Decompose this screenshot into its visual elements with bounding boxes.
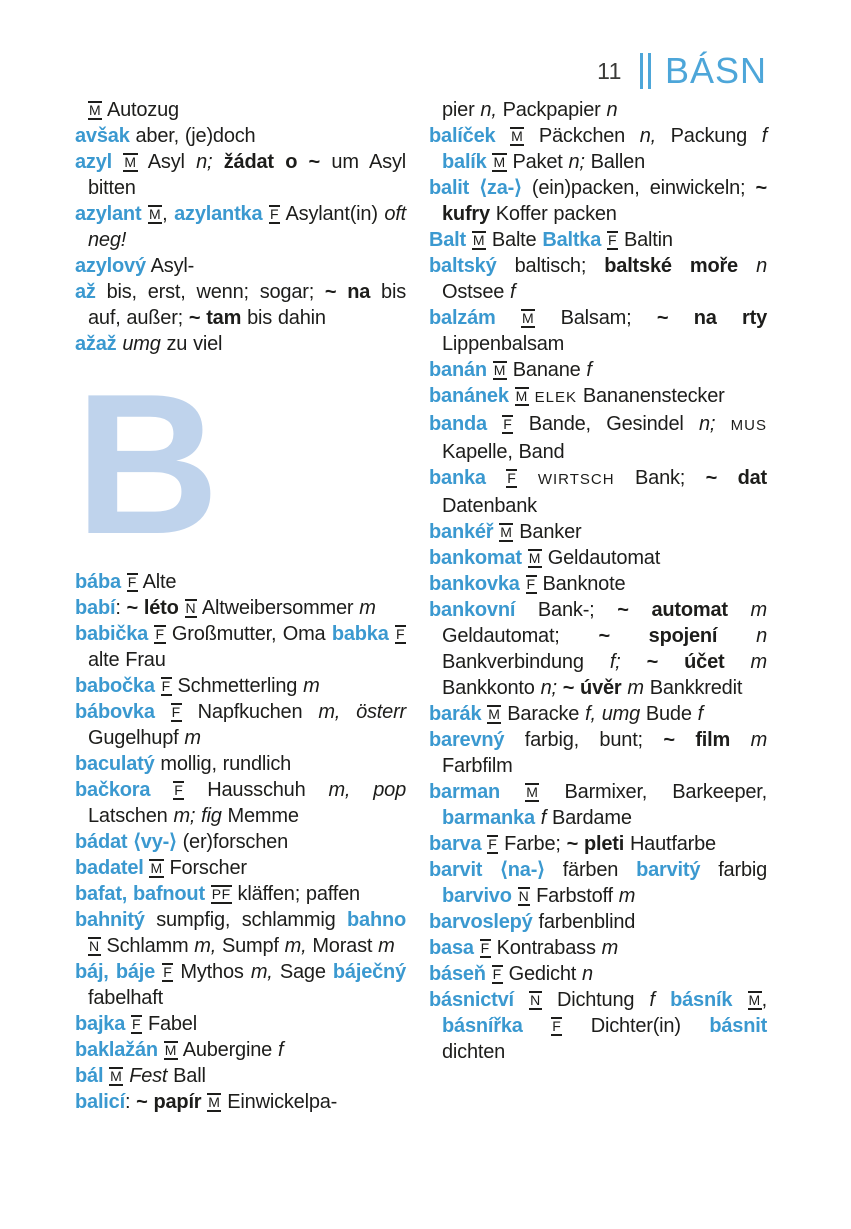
gender-label: F (395, 626, 406, 642)
headword: bankomat (429, 547, 522, 569)
translation-text: Sage (279, 961, 326, 983)
gender-label: M (89, 102, 102, 118)
headword: barmanka (442, 807, 535, 829)
usage-label: fig (201, 805, 222, 827)
headword: barvivo (442, 885, 512, 907)
usage-label: m (359, 597, 376, 619)
translation-text: , (162, 203, 168, 225)
translation-text: Schmetterling (177, 675, 298, 697)
gender-label: F (155, 626, 165, 642)
gender-label: M (500, 524, 513, 540)
translation-text: Päckchen (538, 125, 626, 147)
dictionary-entry (75, 253, 406, 279)
headword: barvit (429, 859, 483, 881)
usage-label: österr (356, 701, 407, 723)
dictionary-entry (429, 961, 767, 987)
headword: bahnitý (75, 909, 145, 931)
gender-label: F (171, 704, 181, 720)
translation-text: Kapelle, Band (442, 441, 565, 463)
gender-label: F (161, 678, 171, 694)
collocation: ~ dat (705, 467, 767, 489)
dictionary-entry (429, 253, 767, 305)
dictionary-entry (429, 779, 767, 831)
translation-text: Geldautomat; (442, 625, 560, 647)
translation-text: Bananenstecker (582, 385, 725, 407)
headword: babí (75, 597, 116, 619)
translation-text: Bank-; (537, 599, 595, 621)
usage-label: m (303, 675, 320, 697)
usage-label: n, (480, 99, 497, 121)
translation-text: bis dahin (247, 307, 326, 329)
headword: basa (429, 937, 474, 959)
translation-text: Banknote (542, 573, 626, 595)
dictionary-entry (75, 751, 406, 777)
gender-label: M (522, 310, 535, 326)
entry-continuation (75, 97, 406, 123)
translation-text: Bankverbindung (442, 651, 584, 673)
translation-text: (ein)packen, einwickeln; (531, 177, 746, 199)
gender-label: F (174, 782, 184, 798)
translation-text: Dichter(in) (590, 1015, 681, 1037)
translation-text: Balte (491, 229, 537, 251)
translation-text: bis, erst, wenn; sogar; (106, 281, 315, 303)
gender-label: F (127, 574, 137, 590)
headword: barevný (429, 729, 505, 751)
dictionary-entry (75, 123, 406, 149)
dictionary-entry (75, 673, 406, 699)
usage-label: n (756, 625, 767, 647)
usage-label: pop (373, 779, 406, 801)
domain-label: ELEK (534, 389, 577, 406)
gender-label: F (507, 470, 517, 486)
dictionary-entry (429, 727, 767, 779)
usage-label: m, (194, 935, 217, 957)
dictionary-entry (429, 227, 767, 253)
usage-label: f, (585, 703, 596, 725)
translation-text: Alte (142, 571, 177, 593)
translation-text: : (124, 1091, 131, 1113)
usage-label: m, (284, 935, 307, 957)
translation-text: Gedicht (508, 963, 577, 985)
headword: bahno (347, 909, 407, 931)
usage-label: m (618, 885, 636, 907)
collocation: baltské moře (604, 255, 738, 277)
translation-text: , (761, 989, 768, 1011)
dictionary-entry (75, 201, 406, 253)
translation-text: Gugelhupf (88, 727, 179, 749)
dictionary-entry (429, 465, 767, 519)
usage-label: m (378, 935, 395, 957)
gender-label: M (149, 206, 162, 222)
translation-text: Latschen (88, 805, 168, 827)
usage-label: m (750, 729, 768, 751)
collocation: ~ léto (126, 597, 179, 619)
usage-label: n (606, 99, 618, 121)
collocation: ~ na rty (656, 307, 768, 329)
translation-text: Sumpf (221, 935, 279, 957)
headword: balzám (429, 307, 496, 329)
gender-label: N (185, 600, 197, 616)
translation-text: sumpfig, schlammig (156, 909, 336, 931)
headword: bačkora (75, 779, 151, 801)
headword: babočka (75, 675, 155, 697)
usage-label: f (540, 807, 547, 829)
gender-label: M (110, 1068, 123, 1084)
translation-text: Baracke (507, 703, 580, 725)
dictionary-entry (429, 597, 767, 701)
headword: básnířka (442, 1015, 523, 1037)
collocation: ~ film (663, 729, 731, 751)
page-number: 11 (597, 57, 622, 84)
headword: banán (429, 359, 487, 381)
double-bar-icon (640, 53, 651, 89)
usage-label: f; (609, 651, 621, 673)
collocation: ~ papír (136, 1091, 202, 1113)
translation-text: Barmixer, Barkeeper, (564, 781, 768, 803)
translation-text: Bank; (635, 467, 686, 489)
headword: až (75, 281, 96, 303)
headword: baculatý (75, 753, 155, 775)
headword: baltský (429, 255, 497, 277)
headword: avšak (75, 125, 130, 147)
gender-label: M (124, 154, 137, 170)
translation-text: Hausschuh (207, 779, 306, 801)
usage-label: f (510, 281, 516, 303)
translation-text: dichten (442, 1041, 506, 1063)
headword: barva (429, 833, 482, 855)
headword: barvitý (636, 859, 701, 881)
translation-text: kläffen; paffen (237, 883, 360, 905)
dictionary-entry (75, 1037, 406, 1063)
translation-text: Altweibersommer (201, 597, 354, 619)
headword: báj, (75, 961, 109, 983)
usage-label: m (750, 651, 767, 673)
gender-label: M (515, 388, 528, 404)
dictionary-entry (429, 571, 767, 597)
translation-text: Ballen (590, 151, 646, 173)
headword: azylant (75, 203, 142, 225)
dictionary-entry (75, 881, 406, 907)
translation-text: farbenblind (538, 911, 636, 933)
gender-label: M (528, 550, 541, 566)
collocation: ~ spojení (598, 625, 718, 647)
translation-text: Lippenbalsam (442, 333, 565, 355)
collocation: ~ účet (646, 651, 725, 673)
translation-text: Fabel (147, 1013, 197, 1035)
column-left (75, 97, 406, 1115)
translation-text: Forscher (169, 857, 247, 879)
headword: ⟨na-⟩ (500, 859, 545, 881)
dictionary-entry (75, 149, 406, 201)
translation-text: Großmutter, Oma (171, 623, 326, 645)
page-header (597, 50, 767, 92)
headword: ⟨za-⟩ (479, 177, 522, 199)
gender-label: M (511, 128, 524, 144)
translation-text: Packung (670, 125, 748, 147)
translation-text: fabelhaft (88, 987, 163, 1009)
translation-text: Paket (512, 151, 563, 173)
headword: balicí (75, 1091, 125, 1113)
gender-label: F (269, 206, 280, 222)
translation-text: Einwickelpa- (227, 1091, 338, 1113)
translation-text: färben (562, 859, 619, 881)
translation-text: Asyl- (150, 255, 195, 277)
usage-label: n; (568, 151, 585, 173)
translation-text: Bankkonto (442, 677, 535, 699)
usage-label: f (761, 125, 768, 147)
headword: bádat (75, 831, 128, 853)
usage-label: m; (173, 805, 196, 827)
dictionary-entry (429, 519, 767, 545)
gender-label: N (530, 992, 541, 1008)
domain-label: WIRTSCH (537, 471, 615, 488)
gender-label: F (608, 232, 618, 248)
gender-label: N (518, 888, 530, 904)
headword: babka (331, 623, 389, 645)
domain-label: MUS (730, 417, 767, 434)
headword: balit (429, 177, 470, 199)
usage-label: n; (540, 677, 557, 699)
dictionary-entry (75, 907, 406, 959)
headword: bál (75, 1065, 104, 1087)
gender-label: M (488, 706, 501, 722)
collocation: ~ kufry (442, 177, 768, 225)
dictionary-entry (429, 701, 767, 727)
dictionary-entry (429, 909, 767, 935)
headword: barman (429, 781, 501, 803)
headword: banka (429, 467, 486, 489)
translation-text: Balsam; (560, 307, 632, 329)
headword: balíček (429, 125, 496, 147)
translation-text: Datenbank (442, 495, 537, 517)
dictionary-entry (429, 831, 767, 857)
translation-text: (er)forschen (182, 831, 288, 853)
translation-text: Farbe; (504, 833, 561, 855)
gender-label: M (150, 860, 163, 876)
gender-label: M (526, 784, 539, 800)
headword: básnictví (429, 989, 514, 1011)
translation-text: alte Frau (88, 649, 166, 671)
gender-label: F (480, 940, 490, 956)
translation-text: Koffer packen (495, 203, 617, 225)
usage-label: f (277, 1039, 284, 1061)
dictionary-entry (75, 699, 406, 751)
dictionary-entry (75, 279, 406, 331)
translation-text: Napfkuchen (197, 701, 303, 723)
headword: básnit (709, 1015, 768, 1037)
headword: ⟨vy-⟩ (133, 831, 177, 853)
headword: bankovní (429, 599, 516, 621)
usage-label: m (601, 937, 619, 959)
dictionary-entry (75, 959, 406, 1011)
translation-text: farbig, bunt; (524, 729, 643, 751)
translation-text: Aubergine (182, 1039, 273, 1061)
translation-text: : (115, 597, 121, 619)
gender-label: M (164, 1042, 177, 1058)
entry-continuation (429, 97, 767, 123)
usage-label: n; (699, 413, 716, 435)
translation-text: Farbstoff (536, 885, 613, 907)
headword: Balt (429, 229, 466, 251)
headword: azylantka (174, 203, 263, 225)
dictionary-entry (429, 175, 767, 227)
collocation: ~ na (324, 281, 371, 303)
headword: bába (75, 571, 121, 593)
translation-text: Bude (645, 703, 692, 725)
headword: bafnout (133, 883, 205, 905)
headword: ažaž (75, 333, 117, 355)
usage-label: n, (639, 125, 656, 147)
translation-text: aber, (je)doch (135, 125, 256, 147)
gender-label: F (163, 964, 173, 980)
gender-label: N (89, 938, 100, 954)
dictionary-entry (75, 1063, 406, 1089)
usage-label: m (184, 727, 201, 749)
dictionary-entry (429, 987, 767, 1065)
gender-label: M (208, 1094, 221, 1110)
dictionary-entry (429, 357, 767, 383)
collocation: ~ automat (617, 599, 728, 621)
translation-text: Banker (519, 521, 582, 543)
gender-label: M (493, 154, 506, 170)
dictionary-entry (429, 545, 767, 571)
headword: Baltka (542, 229, 602, 251)
translation-text: Ostsee (442, 281, 505, 303)
gender-label: F (488, 836, 498, 852)
gender-label: F (552, 1018, 562, 1034)
headword: baklažán (75, 1039, 158, 1061)
usage-label: n (756, 255, 767, 277)
guide-word: BÁSN (664, 50, 767, 91)
headword: azyl (75, 151, 113, 173)
usage-label: m (627, 677, 644, 699)
translation-text: Ball (173, 1065, 206, 1087)
usage-label: m (750, 599, 768, 621)
translation-text: Bardame (551, 807, 632, 829)
translation-text: Dichtung (556, 989, 635, 1011)
headword: bafat, (75, 883, 128, 905)
translation-text: Bankkredit (649, 677, 743, 699)
translation-text: bis auf, außer; (88, 281, 406, 329)
translation-text: baltisch; (514, 255, 587, 277)
dictionary-entry (75, 829, 406, 855)
headword: báseň (429, 963, 486, 985)
headword: babička (75, 623, 149, 645)
gender-label: F (132, 1016, 142, 1032)
collocation: ~ tam (188, 307, 242, 329)
translation-text: Kontrabass (496, 937, 596, 959)
gender-label: F (492, 966, 502, 982)
gender-label: M (748, 992, 761, 1008)
headword: azylový (75, 255, 146, 277)
usage-label: n (581, 963, 593, 985)
headword: básník (670, 989, 733, 1011)
headword: barvoslepý (429, 911, 533, 933)
headword: banánek (429, 385, 509, 407)
headword: bajka (75, 1013, 126, 1035)
dictionary-entry (75, 621, 406, 673)
collocation: ~ úvěr (562, 677, 622, 699)
dictionary-entry (429, 935, 767, 961)
dictionary-entry (75, 1011, 406, 1037)
dictionary-entry (75, 595, 406, 621)
usage-label: n; (196, 151, 213, 173)
translation-text: mollig, rundlich (160, 753, 292, 775)
gender-label: PF (211, 886, 231, 902)
usage-label: f (697, 703, 703, 725)
translation-text: Farbfilm (442, 755, 513, 777)
headword: bankéř (429, 521, 494, 543)
translation-text: Morast (312, 935, 373, 957)
headword: bábovka (75, 701, 155, 723)
translation-text: zu viel (166, 333, 223, 355)
dictionary-entry (429, 383, 767, 411)
usage-label: m, (318, 701, 341, 723)
headword: báječný (332, 961, 406, 983)
column-right (429, 97, 767, 1065)
translation-text: Mythos (180, 961, 244, 983)
headword: barák (429, 703, 482, 725)
usage-label: f (586, 359, 592, 381)
dictionary-entry (429, 305, 767, 357)
translation-text: Bande, Gesindel (528, 413, 684, 435)
translation-text: Schlamm (106, 935, 189, 957)
collocation: ~ pleti (566, 833, 625, 855)
usage-label: f (649, 989, 655, 1011)
translation-text: Memme (227, 805, 299, 827)
dictionary-entry (429, 123, 767, 175)
section-letter: B (75, 353, 220, 576)
translation-text: pier (442, 99, 475, 121)
translation-text: farbig (718, 859, 768, 881)
usage-label: m, (328, 779, 351, 801)
gender-label: M (493, 362, 506, 378)
headword: banda (429, 413, 487, 435)
headword: badatel (75, 857, 144, 879)
usage-label: Fest (129, 1065, 168, 1087)
translation-text: um Asyl bitten (88, 151, 406, 199)
translation-text: Hautfarbe (629, 833, 716, 855)
translation-text: Autozug (106, 99, 179, 121)
translation-text: Packpapier (502, 99, 601, 121)
dictionary-entry (75, 855, 406, 881)
usage-label: oft neg! (88, 203, 407, 251)
translation-text: Asyl (147, 151, 185, 173)
usage-label: umg (122, 333, 161, 355)
headword: bankovka (429, 573, 520, 595)
translation-text: Baltin (623, 229, 673, 251)
dictionary-entry (429, 857, 767, 909)
translation-text: Asylant(in) (285, 203, 378, 225)
gender-label: M (472, 232, 486, 248)
gender-label: F (503, 416, 513, 432)
dictionary-entry (75, 777, 406, 829)
dictionary-entry (429, 411, 767, 465)
headword: báje (115, 961, 156, 983)
translation-text: Banane (512, 359, 581, 381)
gender-label: F (526, 576, 536, 592)
usage-label: umg (601, 703, 640, 725)
dictionary-entry (75, 569, 406, 595)
translation-text: Geldautomat (547, 547, 661, 569)
headword: balík (442, 151, 487, 173)
collocation: žádat o ~ (223, 151, 321, 173)
dictionary-entry (75, 1089, 406, 1115)
usage-label: m, (250, 961, 273, 983)
